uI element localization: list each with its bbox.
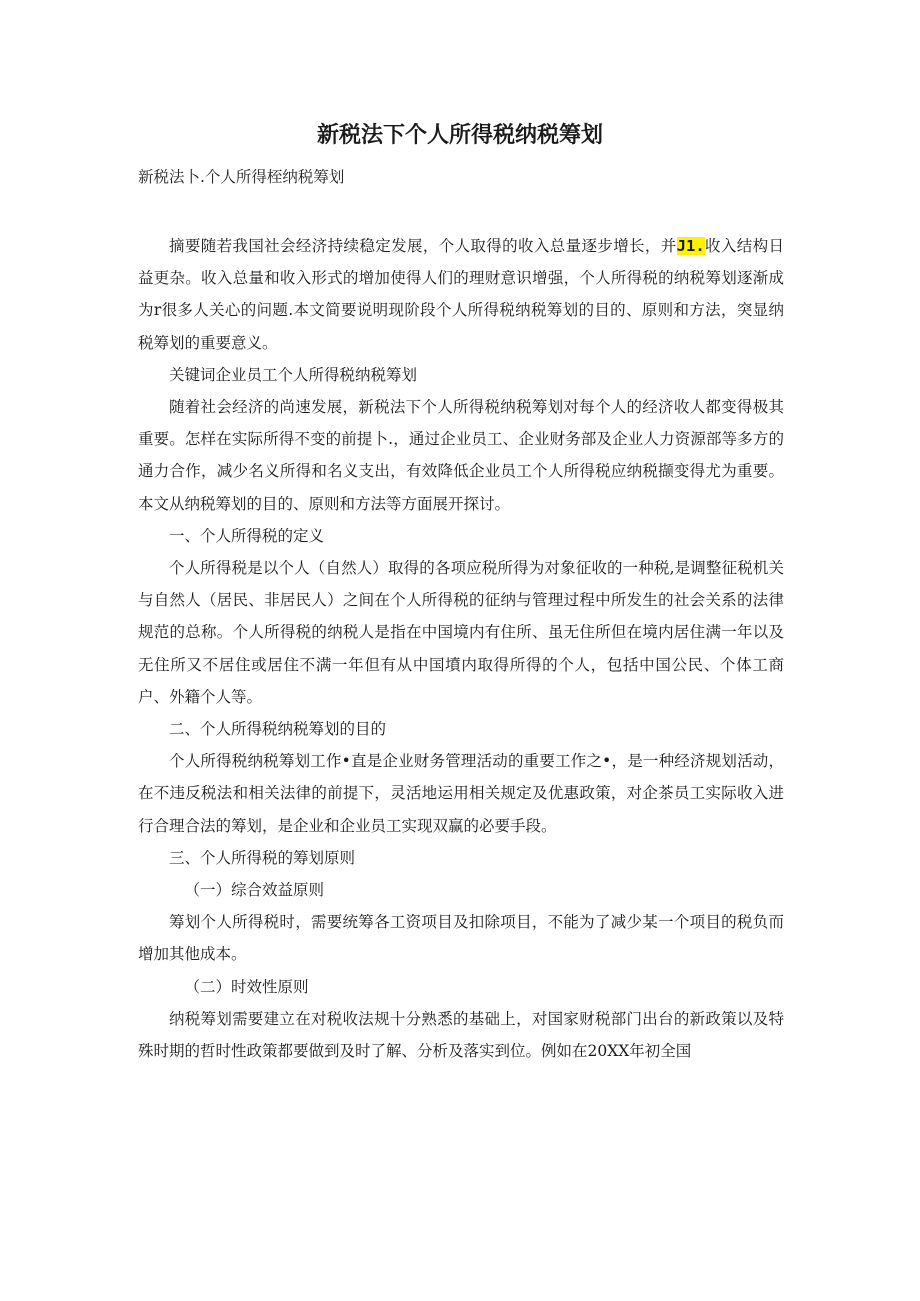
comprehensive-benefit-paragraph: 筹划个人所得税时，需要统筹各工资项目及扣除项目，不能为了减少某一个项目的税负而增加其他成本。 — [138, 913, 784, 964]
section-heading-principles: 三、个人所得税的筹划原则 — [169, 848, 356, 867]
abstract-text-start: 摘要随若我国社会经济持续稳定发展，个人取得的收入总量逐步增长，并 — [169, 237, 677, 255]
document-body — [138, 230, 784, 1067]
definition-paragraph: 个人所得税是以个人（自然人）取得的各项应税所得为对象征收的一种税,是调整征税机关与自然人（居民、非居民人）之间在个人所得税的征纳与管理过程中所发生的社会关系的法律规范的总称。个人所得税的纳税人是指在中国境内有住所、虽无住所但在境内居住满一年以及无住所又不居住或居住不满一年但有从中国墳内取得所得的个人，包括中国公民、个体工商户、外籍个人等。 — [138, 559, 784, 706]
abstract-text-end: 收入结构日益更杂。收入总量和收入形式的增加使得人们的理财意识增强，个人所得税的纳税筹划逐渐成为r很多人关心的问题.本文简要说明现阶段个人所得税纳税筹划的目的、原则和方法，突显纳税筹划的重要意义。 — [138, 237, 784, 352]
document-subtitle: 新税法卜.个人所得桎纳税筹划 — [138, 168, 345, 186]
subsection-heading-comprehensive-benefit: （一）综合效益原则 — [184, 881, 325, 900]
purpose-paragraph: 个人所得税纳税筹划工作•直是企业财务管理活动的重要工作之•，是一种经济规划活动，在不违反税法和相关法律的前提下，灵活地运用相关规定及优惠政策，对企茶员工实际收入进行合理合法的筹划，是企业和企业员工实现双赢的必要手段。 — [138, 752, 784, 835]
abstract-paragraph — [138, 230, 784, 359]
section-heading-purpose: 二、个人所得税纳税筹划的目的 — [169, 720, 387, 739]
highlighted-text: J1. — [676, 237, 705, 255]
intro-paragraph: 随着社会经济的尚速发展，新税法下个人所得税纳税筹划对每个人的经济收人都变得极其重要。怎样在实际所得不变的前提卜.，通过企业员工、企业财务部及企业人力资源部等多方的通力合作，减少名义所得和名义支出，有效降低企业员工个人所得税应纳税撷变得尤为重要。本文从纳税筹划的目的、原则和方法等方面展开探讨。 — [138, 398, 784, 513]
keywords-paragraph: 关键词企业员工个人所得税纳税筹划 — [169, 365, 418, 384]
timeliness-paragraph: 纳税筹划需要建立在对税收法规十分熟悉的基础上，对国家财税部门出台的新政策以及特殊时期的哲时性政策都要做到及时了解、分析及落实到位。例如在20XX年初全国 — [138, 1009, 784, 1061]
document-title: 新税法下个人所得税纳税筹划 — [316, 123, 603, 148]
subsection-heading-timeliness: （二）时效性原则 — [184, 977, 309, 996]
section-heading-definition: 一、个人所得税的定义 — [169, 526, 325, 545]
